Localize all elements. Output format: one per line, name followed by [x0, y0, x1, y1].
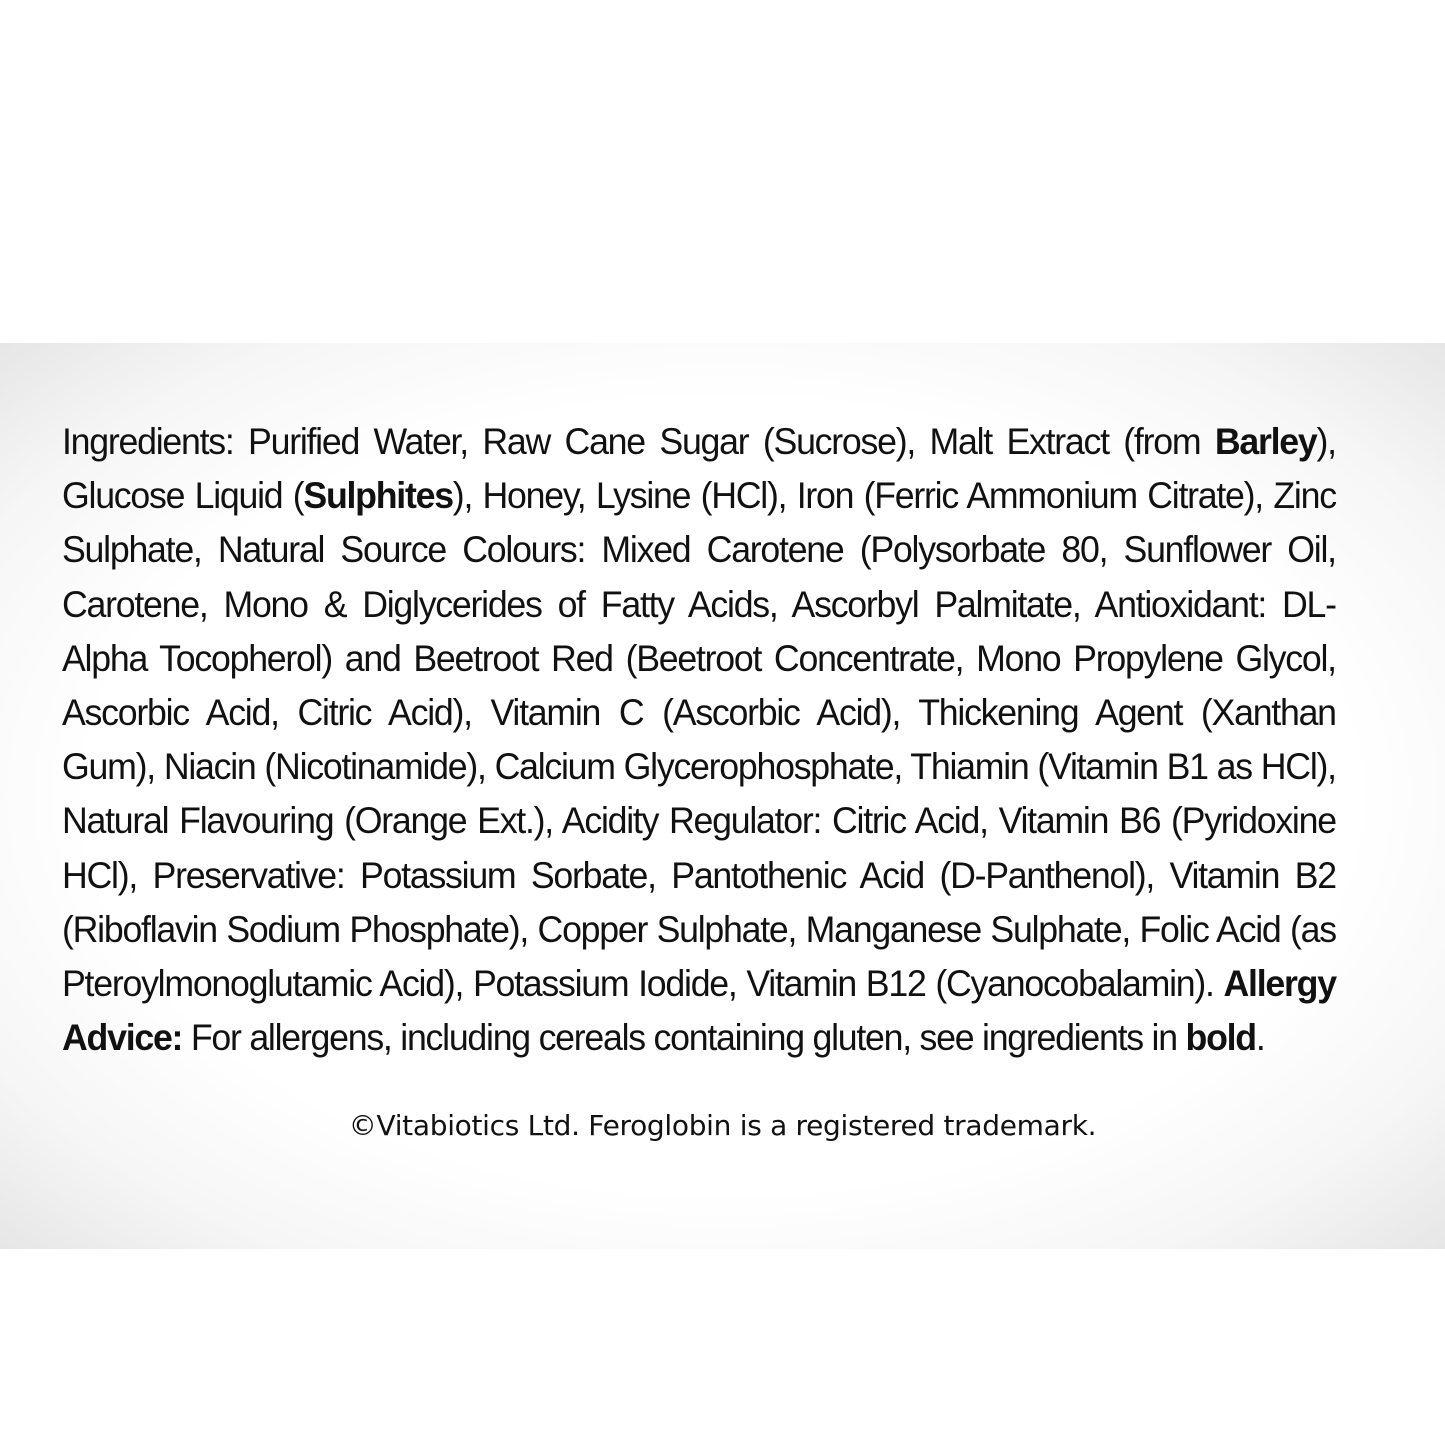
allergen-barley: Barley — [1214, 421, 1317, 462]
allergen-sulphites: Sulphites — [303, 475, 453, 517]
allergy-advice-text: For allergens, including cereals containing gluten, see ingredients in — [182, 1017, 1186, 1059]
ingredients-part-2: ), Glucose Liquid ( — [62, 421, 1336, 517]
ingredients-part-3: ), Honey, Lysine (HCl), Iron (Ferric Ammonium Citrate), Zinc Sulphate, Natural Source Colours: Mixed Carotene (Polysorbate 80, Sunflower Oil, Carotene, Mono & Diglycerides of Fatty Acids, Ascorbyl Palmitate, Antioxidant: DL-Alpha Tocopherol) and Beetroot Red (Beetroot Concentrate, Mono Propylene Glycol, Ascorbic Acid, Citric Acid), Vitamin C (Ascorbic Acid), Thickening Agent (Xanthan Gum), Niacin (Nicotinamide), Calcium Glycerophosphate, Thiamin (Vitamin B1 as HCl), Natural Flavouring (Orange Ext.), Acidity Regulator: Citric Acid, Vitamin B6 (Pyridoxine HCl), Preservative: Potassium Sorbate, Pantothenic Acid (D-Panthenol), Vitamin B2 (Riboflavin Sodium Phosphate), Copper Sulphate, Manganese Sulphate, Folic Acid (as Pteroylmonoglutamic Acid), Potassium Iodide, Vitamin B12 (Cyanocobalamin). — [62, 475, 1336, 1005]
ingredients-intro: Ingredients: Purified Water, Raw Cane Sugar (Sucrose), Malt Extract (from — [62, 421, 1215, 462]
bold-word: bold — [1185, 1017, 1256, 1059]
copyright-notice: ©Vitabiotics Ltd. Feroglobin is a registered trademark. — [348, 1109, 1097, 1142]
ingredients-label-panel — [0, 343, 1445, 1249]
ingredients-end: . — [1255, 1017, 1265, 1059]
ingredients-paragraph — [62, 415, 1336, 1065]
allergy-advice-heading: Allergy Advice: — [62, 963, 1336, 1059]
